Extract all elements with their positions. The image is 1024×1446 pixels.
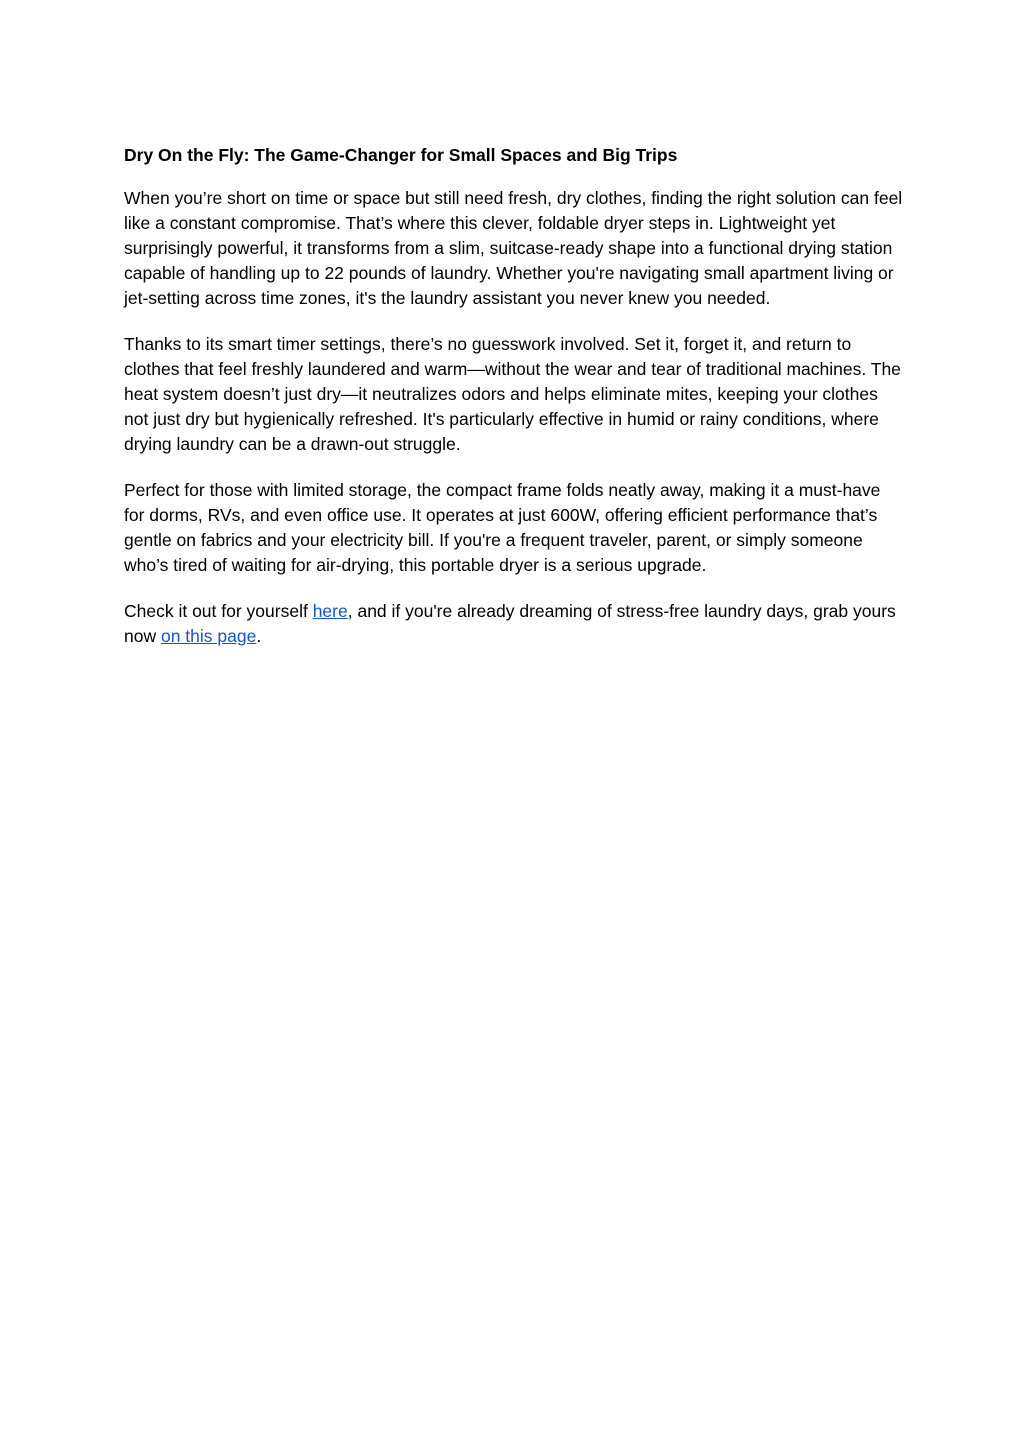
on-this-page-link[interactable]: on this page bbox=[160, 626, 257, 646]
paragraph-storage: Perfect for those with limited storage, the compact frame folds neatly away, making it a must-have for dorms, RVs, and even office use. It operates at just 600W, offering efficient performance that’s gentle on fabrics and your electricity bill. If you're a frequent traveler, parent, or simply someone who’s tired of waiting for air-drying, this portable dryer is a serious upgrade. bbox=[124, 480, 881, 575]
closing-text-end: . bbox=[256, 626, 262, 646]
closing-text-start: Check it out for yourself bbox=[124, 601, 313, 621]
document-title: Dry On the Fly: The Game-Changer for Small Spaces and Big Trips bbox=[124, 145, 678, 165]
here-link[interactable]: here bbox=[312, 601, 348, 621]
paragraph-timer: Thanks to its smart timer settings, there’s no guesswork involved. Set it, forget it, and return to clothes that feel freshly laundered and warm—without the wear and tear of traditional machines. The heat system doesn’t just dry—it neutralizes odors and helps eliminate mites, keeping your clothes not just dry but hygienically refreshed. It's particularly effective in humid or rainy conditions, where drying laundry can be a drawn-out struggle. bbox=[124, 334, 901, 454]
closing-text-middle: , and if you're already dreaming of stress-free laundry days, grab yours now bbox=[124, 601, 896, 646]
document-page bbox=[124, 143, 904, 670]
paragraph-closing bbox=[124, 599, 904, 649]
paragraph-intro: When you’re short on time or space but still need fresh, dry clothes, finding the right solution can feel like a constant compromise. That’s where this clever, foldable dryer steps in. Lightweight yet surprisingly powerful, it transforms from a slim, suitcase-ready shape into a functional drying station capable of handling up to 22 pounds of laundry. Whether you're navigating small apartment living or jet-setting across time zones, it's the laundry assistant you never knew you needed. bbox=[124, 188, 903, 308]
